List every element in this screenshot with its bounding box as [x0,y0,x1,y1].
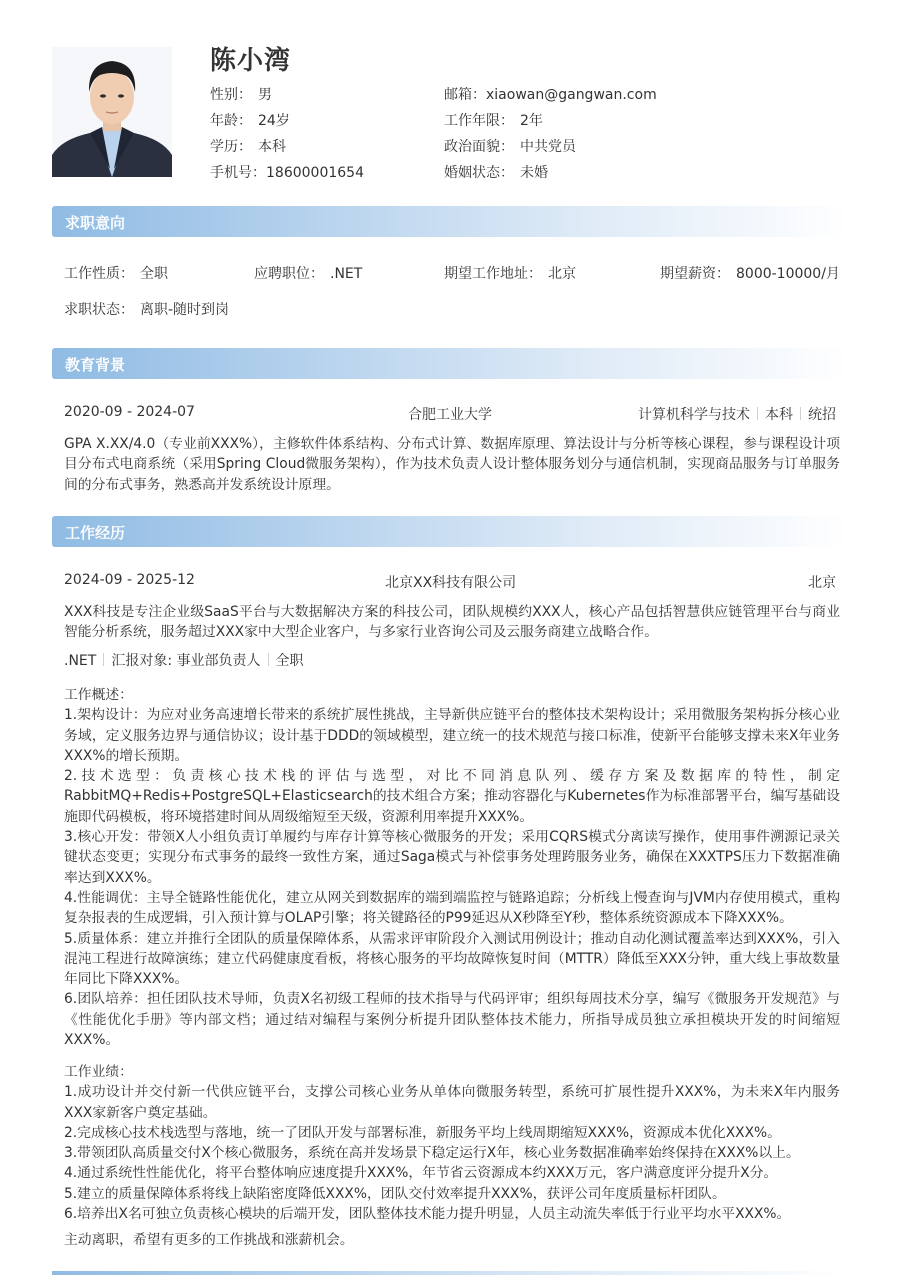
info-email [444,84,657,104]
tag-job-type: 全职 [275,653,304,669]
info-education [210,136,286,156]
divider [757,407,758,420]
field-value: 8000-10000/月 [736,266,840,282]
info-label: 年龄： [210,113,252,129]
field-label: 期望工作地址： [444,266,542,282]
field-value: 全职 [140,266,168,282]
divider [268,653,269,666]
next-section-header-partial [52,1271,848,1275]
overview-item: 2.技术选型：负责核心技术栈的评估与选型，对比不同消息队列、缓存方案及数据库的特性，制定RabbitMQ+Redis+PostgreSQL+Elasticsearch的技术组合方案；推动容器化与Kubernetes作为标准部署平台，编写基础设施即代码模板，将环境搭建时间从周级缩短至天级，资源利用率提升XXX%。 [64,768,840,825]
intent-job-type [64,263,168,283]
overview-item: 6.团队培养：担任团队技术导师，负责X名初级工程师的技术指导与代码评审；组织每周技术分享，编写《微服务开发规范》与《性能优化手册》等内部文档；通过结对编程与案例分析提升团队整体技术能力，所指导成员独立承担模块开发的时间缩短XXX%。 [64,991,840,1049]
field-label: 求职状态： [64,302,134,318]
work-location: 北京 [808,575,836,591]
info-label: 政治面貌： [444,139,514,155]
email-link[interactable]: xiaowan@gangwan.com [486,87,657,103]
info-age [210,110,290,130]
achievement-item: 5.建立的质量保障体系将线上缺陷密度降低XXX%，团队交付效率提升XXX%，获评公司年度质量标杆团队。 [64,1185,726,1202]
achievements-title: 工作业绩： [64,1064,133,1080]
work-company: 北京XX科技有限公司 [385,575,517,591]
education-type: 统招 [808,407,836,423]
overview-item: 5.质量体系：建立并推行全团队的质量保障体系，从需求评审阶段介入测试用例设计；推动自动化测试覆盖率达到XXX%，引入混沌工程进行故障演练；建立代码健康度看板，将核心服务的平均故障恢复时间（MTTR）降低至XXX分钟，重大线上事故数量年同比下降XXX%。 [64,930,840,988]
intent-status [64,299,229,319]
info-marital-status [444,162,548,182]
info-value[interactable]: 18600001654 [266,165,364,181]
field-value: 北京 [548,266,576,282]
education-school: 合肥工业大学 [408,407,492,423]
section-header-education [52,348,848,379]
divider [800,407,801,420]
field-label: 工作性质： [64,266,134,282]
field-label: 期望薪资： [660,266,730,282]
section-header-job-intent [52,206,848,237]
info-label: 婚姻状态： [444,165,514,181]
info-label: 工作年限： [444,113,514,129]
achievement-item: 3.带领团队高质量交付X个核心微服务，系统在高并发场景下稳定运行X年，核心业务数据准确率始终保持在XXX%以上。 [64,1145,800,1162]
info-political-status [444,136,576,156]
info-label: 学历： [210,139,252,155]
person-portrait-icon [52,47,172,177]
education-meta [638,404,836,424]
profile-photo [52,47,172,177]
info-value: 2年 [520,113,543,129]
education-major: 计算机科学与技术 [638,407,750,423]
tag-tech: .NET [64,653,97,669]
work-achievements [64,1062,840,1224]
overview-title: 工作概述： [64,687,133,703]
tag-report-to: 汇报对象: 事业部负责人 [111,653,261,669]
education-period: 2020-09 - 2024-07 [64,404,195,420]
work-period: 2024-09 - 2025-12 [64,572,195,588]
info-value: 中共党员 [520,139,576,155]
achievement-item: 2.完成核心技术栈选型与落地，统一了团队开发与部署标准，新服务平均上线周期缩短XXX%，资源成本优化XXX%。 [64,1124,781,1141]
intent-location [444,263,576,283]
info-value: 24岁 [258,113,290,129]
leave-reason: 主动离职，希望有更多的工作挑战和涨薪机会。 [64,1232,354,1248]
achievement-item: 1.成功设计并交付新一代供应链平台，支撑公司核心业务从单体向微服务转型，系统可扩展性提升XXX%，为未来X年内服务XXX家新客户奠定基础。 [64,1084,840,1121]
education-description: GPA X.XX/4.0（专业前XXX%），主修软件体系结构、分布式计算、数据库原理、算法设计与分析等核心课程，参与课程设计项目分布式电商系统（采用Spring Cloud微服务架构），作为技术负责人设计整体服务划分与通信机制，实现商品服务与订单服务间的分布式事务，熟悉高并发系统设计原理。 [64,436,840,493]
info-value: 男 [258,87,272,103]
overview-item: 1.架构设计：为应对业务高速增长带来的系统扩展性挑战，主导新供应链平台的整体技术架构设计；采用微服务架构拆分核心业务域，定义服务边界与通信协议；设计基于DDD的领域模型，建立统一的技术规范与接口标准，使新平台能够支撑未来X年业务XXX%的增长预期。 [64,707,840,764]
company-intro: XXX科技是专注企业级SaaS平台与大数据解决方案的科技公司，团队规模约XXX人，核心产品包括智慧供应链管理平台与商业智能分析系统，服务超过XXX家中大型企业客户，与多家行业咨询公司及云服务商建立战略合作。 [64,604,840,641]
divider [103,653,104,666]
work-tags [64,650,304,670]
section-header-work-experience [52,516,848,547]
field-label: 应聘职位： [254,266,324,282]
intent-salary [660,263,840,283]
candidate-name: 陈小湾 [210,46,292,76]
info-value: 本科 [258,139,286,155]
education-degree: 本科 [765,407,793,423]
section-title: 工作经历 [65,524,126,542]
info-label: 手机号： [210,165,266,181]
overview-item: 4.性能调优：主导全链路性能优化，建立从网关到数据库的端到端监控与链路追踪；分析线上慢查询与JVM内存使用模式，重构复杂报表的生成逻辑，引入预计算与OLAP引擎；将关键路径的P99延迟从X秒降至Y秒，整体系统资源成本下降XXX%。 [64,889,840,927]
achievement-item: 6.培养出X名可独立负责核心模块的后端开发，团队整体技术能力提升明显，人员主动流失率低于行业平均水平XXX%。 [64,1206,791,1223]
info-label: 邮箱： [444,87,486,103]
field-value: .NET [330,266,363,282]
section-title: 教育背景 [65,356,126,374]
info-label: 性别： [210,87,252,103]
section-title: 求职意向 [65,214,126,232]
work-overview [64,685,840,1050]
field-value: 离职-随时到岗 [140,302,230,318]
overview-item: 3.核心开发：带领X人小组负责订单履约与库存计算等核心微服务的开发；采用CQRS模式分离读写操作，使用事件溯源记录关键状态变更；实现分布式事务的最终一致性方案，通过Saga模式与补偿事务处理跨服务业务，确保在XXXTPS压力下数据准确率达到XXX%。 [64,829,840,886]
achievement-item: 4.通过系统性性能优化，将平台整体响应速度提升XXX%，年节省云资源成本约XXX万元，客户满意度评分提升X分。 [64,1165,778,1182]
intent-position [254,263,362,283]
info-value: 未婚 [520,165,548,181]
info-work-years [444,110,543,130]
info-phone [210,162,364,182]
info-gender [210,84,272,104]
